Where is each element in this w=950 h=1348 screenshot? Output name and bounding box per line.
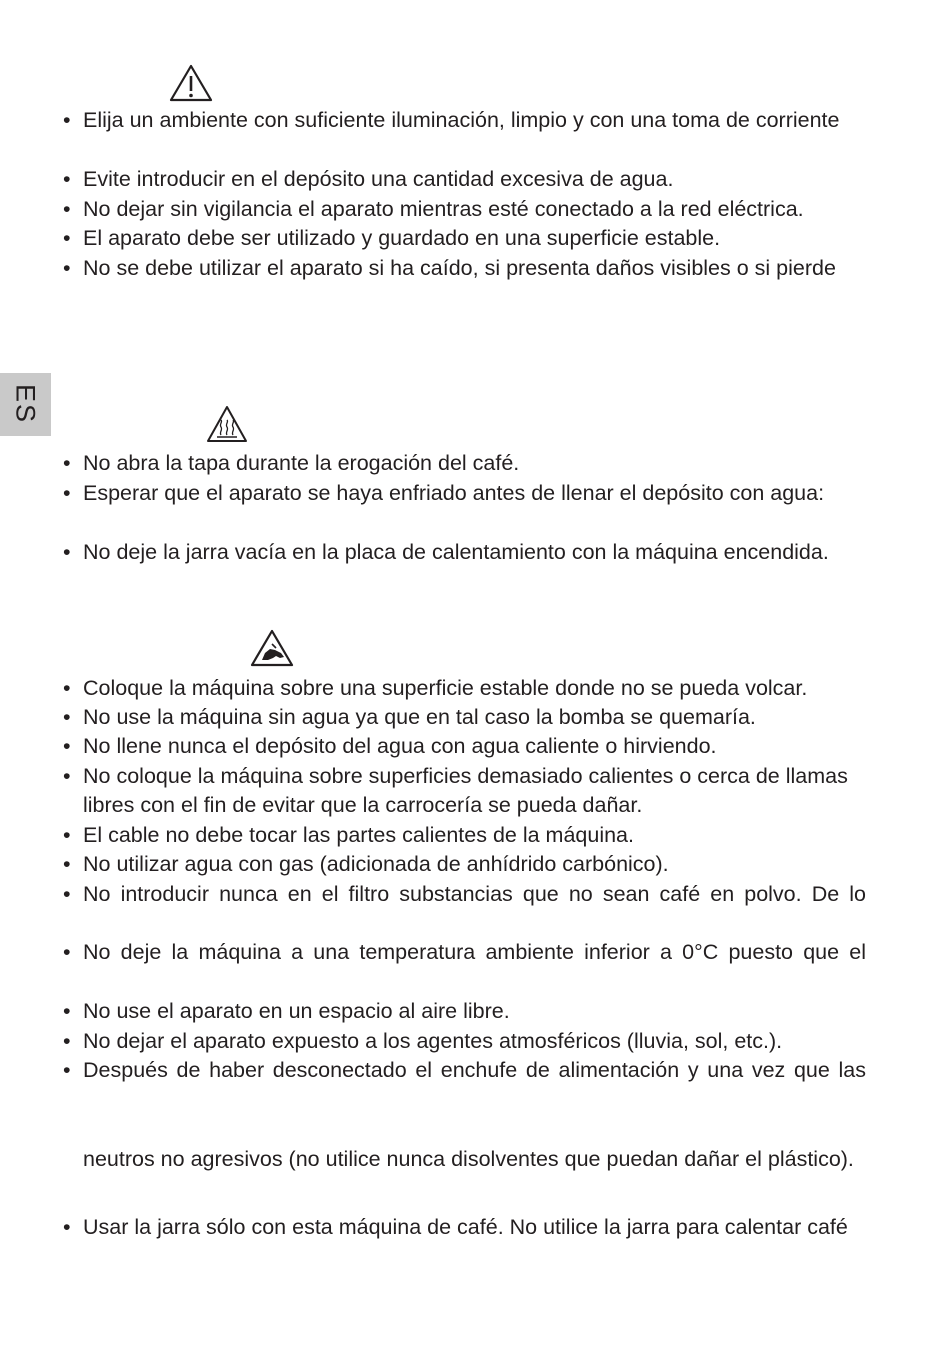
bullet: • — [63, 1215, 71, 1239]
list-item: No dejar el aparato expuesto a los agentes atmosféricos (lluvia, sol, etc.). — [83, 1029, 783, 1053]
bullet: • — [63, 540, 71, 564]
list-item: No dejar sin vigilancia el aparato mientras esté conectado a la red eléctrica. — [83, 197, 804, 221]
bullet: • — [63, 882, 71, 906]
bullet: • — [63, 999, 71, 1023]
bullet: • — [63, 734, 71, 758]
bullet: • — [63, 1058, 71, 1082]
bullet: • — [63, 1029, 71, 1053]
bullet: • — [63, 676, 71, 700]
hand-caution-icon — [250, 629, 294, 667]
bullet: • — [63, 764, 71, 788]
list-item-continuation: libres con el fin de evitar que la carrocería se pueda dañar. — [83, 793, 643, 817]
hot-surface-icon — [206, 405, 248, 443]
bullet: • — [63, 481, 71, 505]
list-item: Elija un ambiente con suficiente iluminación, limpio y con una toma de corriente — [83, 108, 840, 132]
list-item-continuation: neutros no agresivos (no utilice nunca disolventes que puedan dañar el plástico). — [83, 1147, 854, 1171]
bullet: • — [63, 197, 71, 221]
bullet: • — [63, 940, 71, 964]
list-item: Esperar que el aparato se haya enfriado antes de llenar el depósito con agua: — [83, 481, 825, 505]
bullet: • — [63, 226, 71, 250]
list-item: No abra la tapa durante la erogación del café. — [83, 451, 520, 475]
list-item: No coloque la máquina sobre superficies demasiado calientes o cerca de llamas — [83, 764, 848, 788]
list-item: No utilizar agua con gas (adicionada de anhídrido carbónico). — [83, 852, 669, 876]
list-item: No deje la jarra vacía en la placa de calentamiento con la máquina encendida. — [83, 540, 829, 564]
list-item: Usar la jarra sólo con esta máquina de café. No utilice la jarra para calentar café — [83, 1215, 848, 1239]
list-item: No introducir nunca en el filtro substancias que no sean café en polvo. De lo — [83, 882, 866, 906]
list-item: No use el aparato en un espacio al aire libre. — [83, 999, 510, 1023]
bullet: • — [63, 451, 71, 475]
list-item: No llene nunca el depósito del agua con agua caliente o hirviendo. — [83, 734, 717, 758]
list-item: Después de haber desconectado el enchufe de alimentación y una vez que las — [83, 1058, 866, 1082]
list-item: No se debe utilizar el aparato si ha caído, si presenta daños visibles o si pierde — [83, 256, 836, 280]
bullet: • — [63, 167, 71, 191]
language-tab — [0, 373, 51, 436]
language-tab-label: ES — [10, 383, 41, 425]
list-item: Coloque la máquina sobre una superficie estable donde no se pueda volcar. — [83, 676, 808, 700]
list-item: El aparato debe ser utilizado y guardado en una superficie estable. — [83, 226, 721, 250]
list-item: El cable no debe tocar las partes calientes de la máquina. — [83, 823, 634, 847]
warning-triangle-icon — [169, 64, 213, 102]
list-item: No use la máquina sin agua ya que en tal caso la bomba se quemaría. — [83, 705, 756, 729]
bullet: • — [63, 823, 71, 847]
list-item: No deje la máquina a una temperatura ambiente inferior a 0°C puesto que el — [83, 940, 866, 964]
bullet: • — [63, 108, 71, 132]
bullet: • — [63, 852, 71, 876]
list-item: Evite introducir en el depósito una cantidad excesiva de agua. — [83, 167, 674, 191]
bullet: • — [63, 705, 71, 729]
bullet: • — [63, 256, 71, 280]
